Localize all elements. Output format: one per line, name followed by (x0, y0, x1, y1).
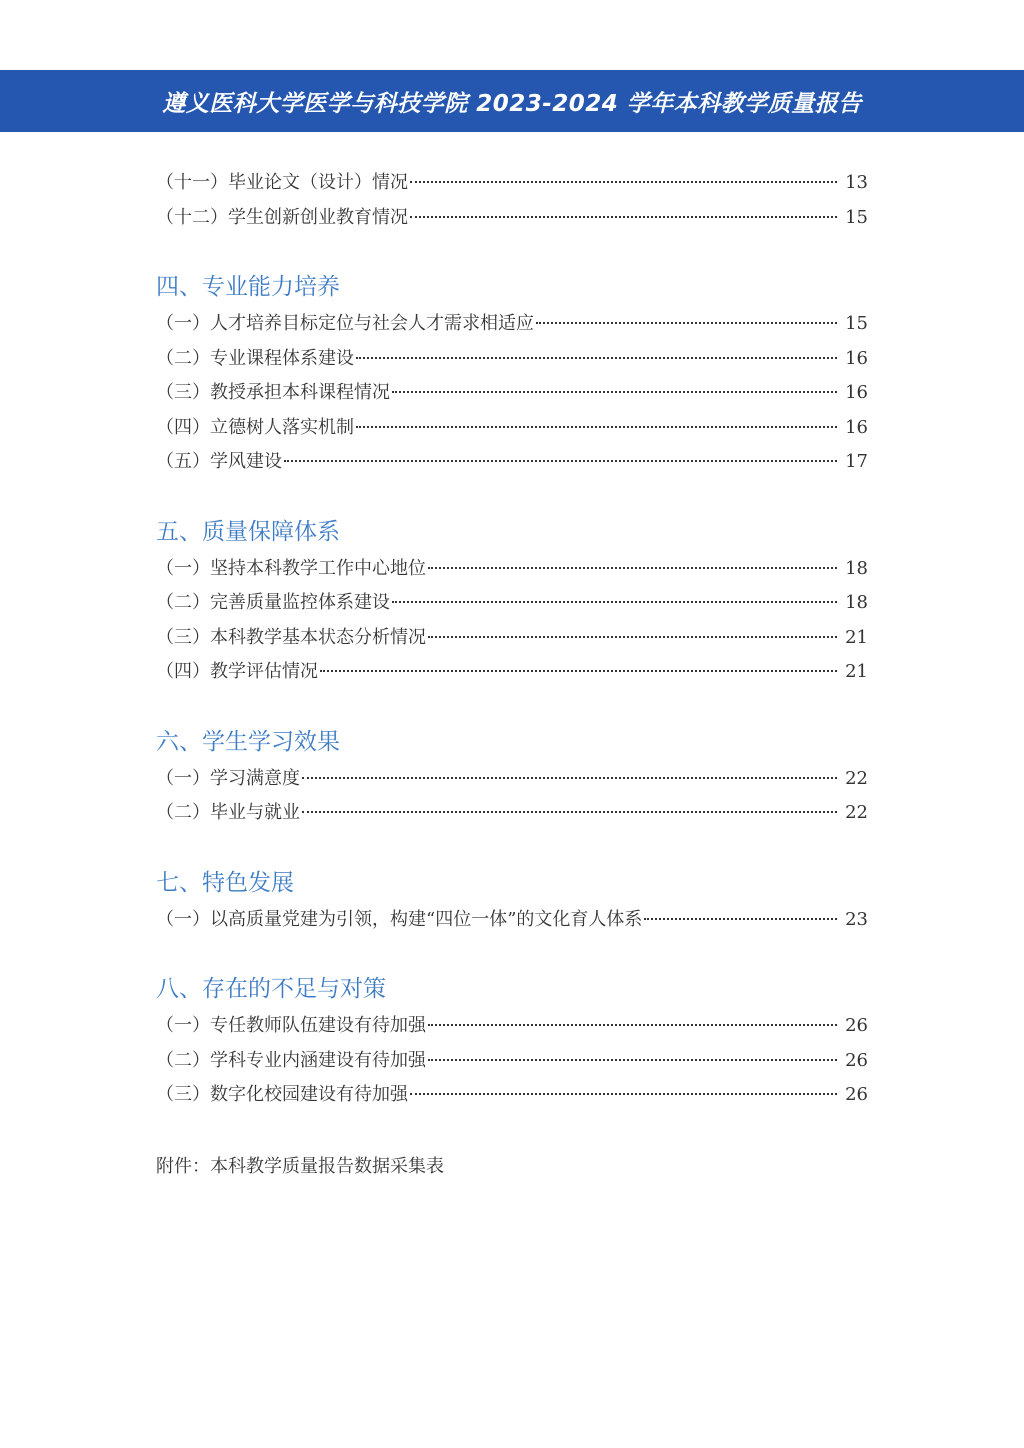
entry-page-number: 22 (845, 802, 868, 823)
toc-entry[interactable] (156, 586, 868, 621)
toc-entry[interactable] (156, 655, 868, 690)
dot-leader (428, 1059, 837, 1061)
entry-page-number: 23 (845, 908, 868, 930)
toc-section (156, 724, 868, 831)
appendix-note: 附件：本科教学质量报告数据采集表 (156, 1156, 444, 1177)
entry-label: （一）以高质量党建为引领，构建“四位一体”的文化育人体系 (156, 908, 643, 930)
toc-entry[interactable] (156, 552, 868, 587)
toc-section (156, 865, 868, 938)
toc-entry[interactable] (156, 1078, 868, 1113)
entry-page-number: 21 (845, 661, 868, 682)
entry-page-number: 18 (845, 557, 868, 579)
toc-entry[interactable] (156, 762, 868, 797)
dot-leader (392, 391, 837, 393)
header-banner (0, 70, 1024, 132)
dot-leader (644, 918, 837, 920)
dot-leader (410, 1093, 837, 1095)
entry-page-number: 26 (845, 1015, 868, 1036)
entry-label: （二）完善质量监控体系建设 (156, 592, 390, 613)
table-of-contents (156, 166, 868, 1113)
toc-entry[interactable] (156, 411, 868, 446)
section-heading: 五、质量保障体系 (156, 518, 340, 545)
toc-entry[interactable] (156, 342, 868, 377)
entry-label: （三）本科教学基本状态分析情况 (156, 626, 426, 648)
entry-page-number: 16 (845, 416, 868, 438)
entry-page-number: 26 (845, 1084, 868, 1105)
entry-label: （一）人才培养目标定位与社会人才需求相适应 (156, 313, 534, 334)
toc-entry[interactable] (156, 201, 868, 236)
entry-label: （一）专任教师队伍建设有待加强 (156, 1015, 426, 1036)
entry-label: （二）毕业与就业 (156, 802, 300, 823)
entry-page-number: 15 (845, 313, 868, 334)
toc-entry[interactable] (156, 1044, 868, 1079)
dot-leader (302, 811, 837, 813)
dot-leader (284, 460, 837, 462)
dot-leader (428, 567, 837, 569)
toc-entry[interactable] (156, 445, 868, 480)
entry-label: （十一）毕业论文（设计）情况 (156, 172, 408, 193)
section-heading: 七、特色发展 (156, 869, 294, 896)
section-heading: 六、学生学习效果 (156, 728, 340, 755)
toc-entry[interactable] (156, 166, 868, 201)
toc-section (156, 166, 868, 235)
entry-label: （二）专业课程体系建设 (156, 347, 354, 369)
entry-label: （三）教授承担本科课程情况 (156, 382, 390, 403)
dot-leader (356, 357, 837, 359)
toc-section (156, 971, 868, 1113)
dot-leader (428, 1024, 837, 1026)
dot-leader (410, 181, 837, 183)
entry-page-number: 15 (845, 206, 868, 228)
toc-entry[interactable] (156, 621, 868, 656)
entry-page-number: 26 (845, 1049, 868, 1071)
entry-page-number: 16 (845, 347, 868, 369)
dot-leader (536, 322, 837, 324)
toc-entry[interactable] (156, 376, 868, 411)
entry-label: （四）教学评估情况 (156, 661, 318, 682)
entry-page-number: 13 (845, 172, 868, 193)
toc-entry[interactable] (156, 307, 868, 342)
toc-entry[interactable] (156, 1009, 868, 1044)
report-title: 遵义医科大学医学与科技学院 2023-2024 学年本科教学质量报告 (162, 90, 862, 117)
dot-leader (356, 426, 837, 428)
section-heading: 四、专业能力培养 (156, 274, 340, 300)
entry-label: （一）学习满意度 (156, 767, 300, 789)
entry-label: （三）数字化校园建设有待加强 (156, 1084, 408, 1105)
section-heading: 八、存在的不足与对策 (156, 976, 386, 1002)
dot-leader (392, 601, 837, 603)
dot-leader (302, 777, 837, 779)
entry-label: （五）学风建设 (156, 451, 282, 472)
entry-label: （十二）学生创新创业教育情况 (156, 206, 408, 228)
dot-leader (410, 216, 837, 218)
entry-label: （四）立德树人落实机制 (156, 416, 354, 438)
entry-label: （一）坚持本科教学工作中心地位 (156, 557, 426, 579)
toc-entry[interactable] (156, 903, 868, 938)
toc-section (156, 514, 868, 690)
dot-leader (428, 636, 837, 638)
entry-page-number: 18 (845, 592, 868, 613)
entry-page-number: 22 (845, 767, 868, 789)
toc-section (156, 269, 868, 480)
entry-page-number: 17 (845, 451, 868, 472)
dot-leader (320, 670, 837, 672)
entry-label: （二）学科专业内涵建设有待加强 (156, 1049, 426, 1071)
entry-page-number: 16 (845, 382, 868, 403)
toc-entry[interactable] (156, 796, 868, 831)
entry-page-number: 21 (845, 626, 868, 648)
